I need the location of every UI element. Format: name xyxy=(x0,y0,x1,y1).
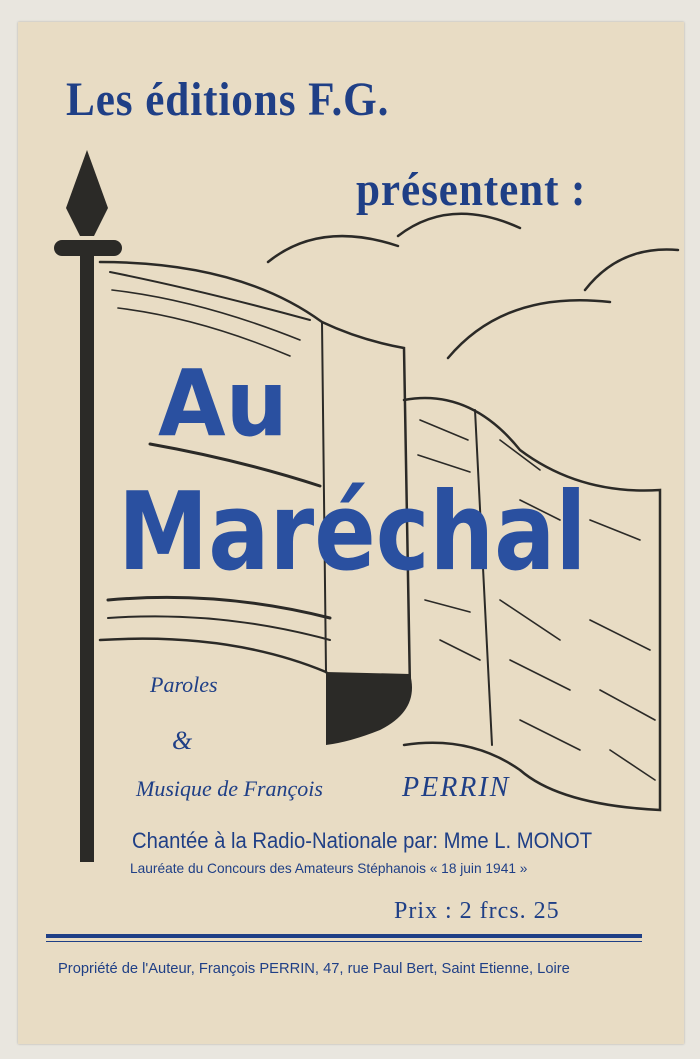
flag-pole xyxy=(80,250,94,862)
performer-credit: Chantée à la Radio-Nationale par: Mme L. MONOT xyxy=(132,828,593,853)
divider-rule xyxy=(46,934,642,938)
publisher-heading: Les éditions F.G. xyxy=(66,73,390,126)
flag-fold xyxy=(326,672,412,745)
music-credit-label: Musique de François xyxy=(136,776,323,801)
cloud-line xyxy=(585,250,678,291)
presents-heading: présentent : xyxy=(356,163,587,216)
divider-rule-thin xyxy=(46,941,642,942)
price: Prix : 2 frcs. 25 xyxy=(394,898,560,924)
cloud-line xyxy=(448,300,610,358)
pole-spearhead xyxy=(66,150,108,236)
song-title-line-1: Au xyxy=(158,350,288,457)
cloud-line xyxy=(398,214,520,236)
composer-name: PERRIN xyxy=(402,772,511,803)
pole-collar xyxy=(54,240,122,256)
cloud-line xyxy=(268,236,398,262)
lyrics-label: Paroles xyxy=(150,672,218,697)
laureate-note: Lauréate du Concours des Amateurs Stéphanois « 18 juin 1941 » xyxy=(130,860,528,876)
publisher-footer: Propriété de l'Auteur, François PERRIN, 47, rue Paul Bert, Saint Etienne, Loire xyxy=(58,960,570,977)
ampersand: & xyxy=(172,726,193,755)
song-title-line-2: Maréchal xyxy=(118,470,587,595)
